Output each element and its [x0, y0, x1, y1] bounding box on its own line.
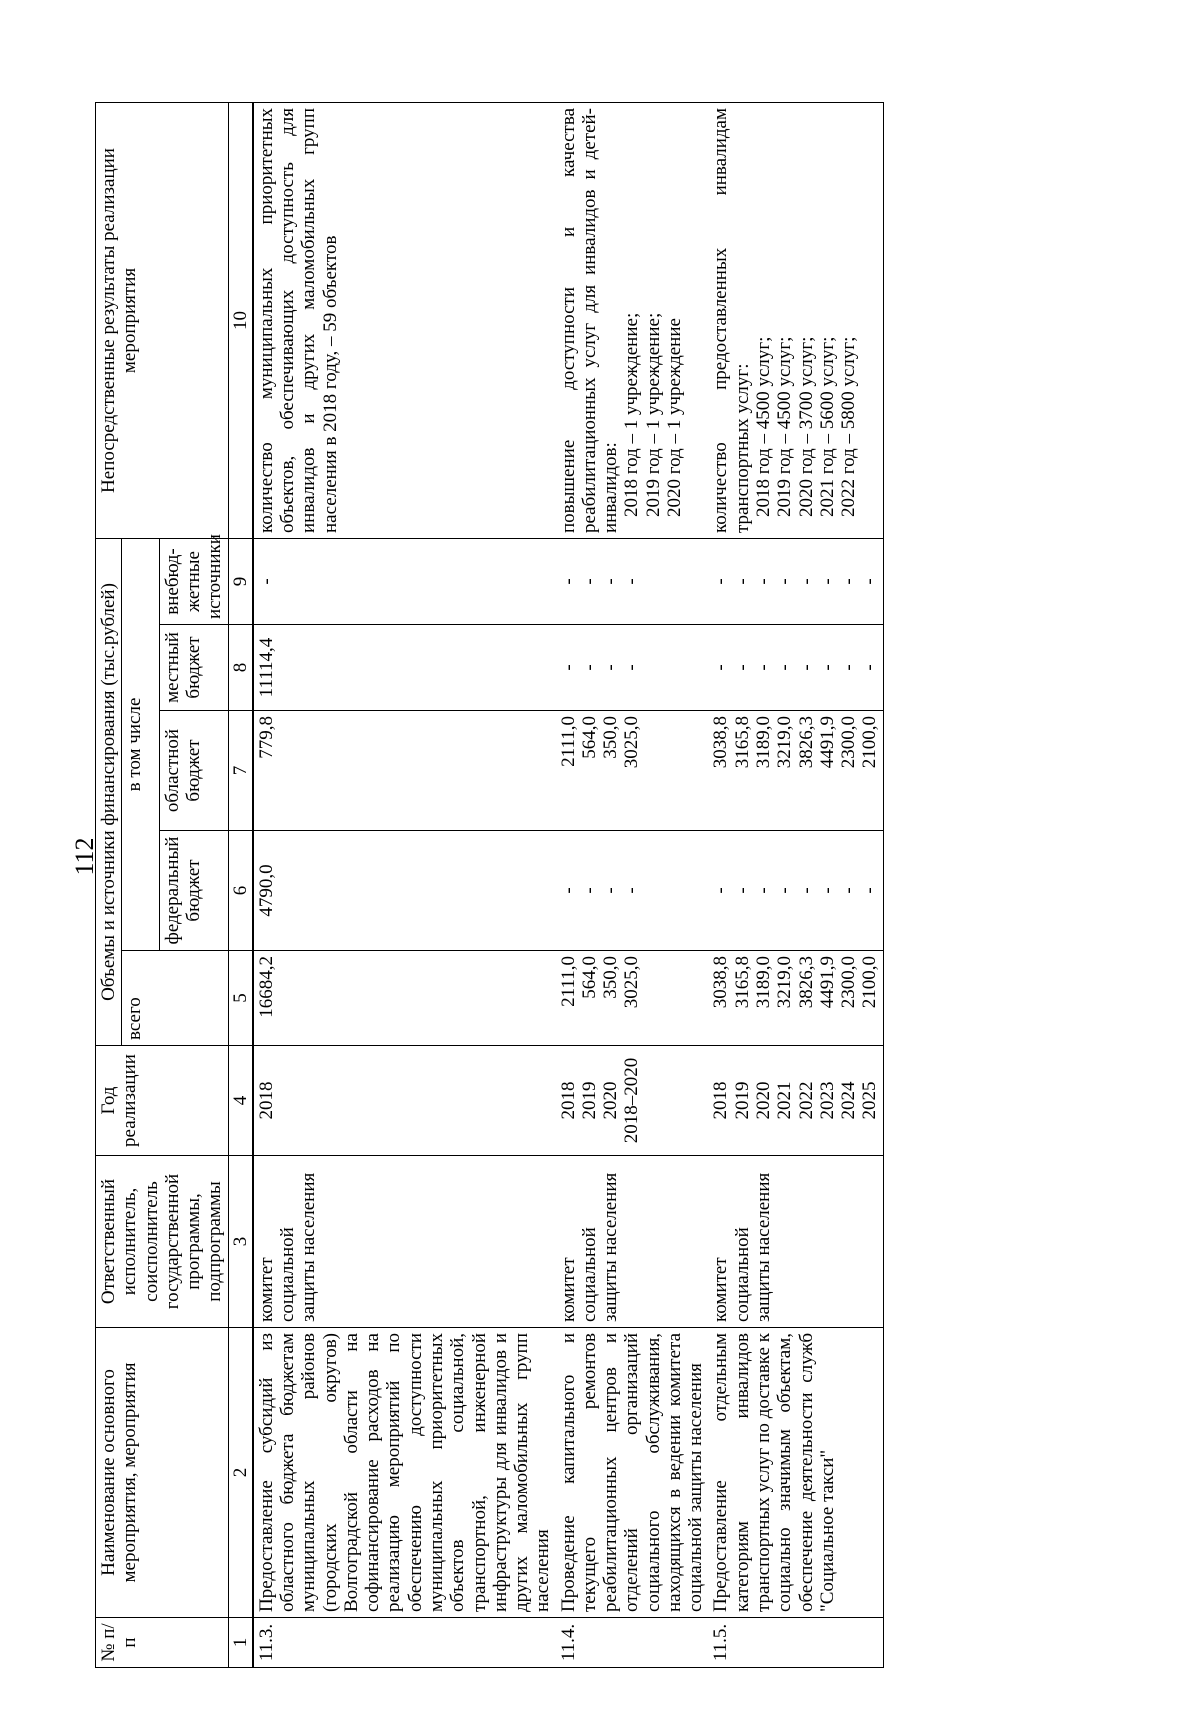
- result-text: повышение доступности и качества реабилитационных услуг для инвалидов и детей-инвалидов:: [557, 107, 622, 533]
- federal-amount-value: -: [859, 887, 881, 894]
- column-number: 9: [228, 538, 253, 624]
- extrabudget-amount-value: -: [859, 578, 881, 585]
- federal-amount-value: -: [752, 887, 774, 894]
- federal-amount-value: -: [710, 887, 732, 894]
- result-item: 2022 год – 5800 услуг;: [838, 336, 860, 517]
- local-amount: [708, 625, 883, 711]
- implementation-year-value: 2018: [557, 1081, 579, 1120]
- implementation-year-value: 2021: [774, 1081, 796, 1120]
- local-amount-value: -: [600, 664, 622, 671]
- table-row: [708, 102, 883, 1667]
- regional-amount-value: 2100,0: [859, 716, 881, 769]
- extrabudget-amount-value: -: [838, 578, 860, 585]
- direct-results: [708, 102, 883, 538]
- responsible-executor: комитет социальной защиты населения: [708, 1156, 883, 1328]
- total-amount: [556, 951, 709, 1046]
- row-number: 11.3.: [253, 1618, 556, 1668]
- federal-amount: [556, 831, 709, 951]
- header-total: всего: [122, 951, 228, 1046]
- total-amount-value: 3025,0: [621, 956, 643, 1009]
- column-number: 8: [228, 625, 253, 711]
- implementation-year-value: 2020: [600, 1081, 622, 1120]
- federal-amount-value: 4790,0: [255, 864, 277, 917]
- local-amount-value: -: [774, 664, 796, 671]
- federal-amount-value: -: [795, 887, 817, 894]
- regional-amount-value: 779,8: [255, 716, 277, 759]
- header-including: в том числе: [122, 538, 160, 950]
- header-extrabudget: внебюд- жетные источники: [159, 538, 228, 624]
- extrabudget-amount-value: -: [578, 578, 600, 585]
- total-amount-value: 2100,0: [859, 956, 881, 1009]
- total-amount-value: 2111,0: [557, 956, 579, 1007]
- extrabudget-amount-value: -: [795, 578, 817, 585]
- header-volumes: Объемы и источники финансирования (тыс.рублей): [96, 538, 122, 1045]
- extrabudget-amount-value: -: [600, 578, 622, 585]
- header-executor: Ответственный исполнитель, соисполнитель государственной программы, подпрограммы: [96, 1156, 229, 1328]
- column-number: 5: [228, 951, 253, 1046]
- column-number: 3: [228, 1156, 253, 1328]
- direct-results: [253, 102, 556, 538]
- regional-amount: [708, 711, 883, 831]
- regional-amount: [253, 711, 556, 831]
- regional-amount-value: 3025,0: [621, 716, 643, 769]
- local-amount-value: -: [710, 664, 732, 671]
- local-amount: [556, 625, 709, 711]
- federal-amount-value: -: [600, 887, 622, 894]
- implementation-year-value: 2025: [859, 1081, 881, 1120]
- regional-amount-value: 350,0: [600, 716, 622, 759]
- regional-amount: [556, 711, 709, 831]
- result-text: количество предоставленных инвалидам транспортных услуг:: [710, 107, 753, 533]
- federal-amount-value: -: [774, 887, 796, 894]
- total-amount-value: 16684,2: [255, 956, 277, 1018]
- result-item: 2020 год – 3700 услуг;: [795, 336, 817, 517]
- local-amount-value: -: [816, 664, 838, 671]
- local-amount: [253, 625, 556, 711]
- column-number: 2: [228, 1328, 253, 1618]
- extrabudget-amount-value: -: [816, 578, 838, 585]
- extrabudget-amount-value: -: [774, 578, 796, 585]
- total-amount-value: 564,0: [578, 956, 600, 999]
- header-results: Непосредственные результаты реализации мероприятия: [96, 102, 229, 538]
- header-name: Наименование основного мероприятия, мероприятия: [96, 1328, 229, 1618]
- federal-amount-value: -: [838, 887, 860, 894]
- result-item: 2018 год – 4500 услуг;: [752, 336, 774, 517]
- total-amount-value: 3826,3: [795, 956, 817, 1009]
- implementation-year: [556, 1046, 709, 1156]
- implementation-year: [253, 1046, 556, 1156]
- implementation-year: [708, 1046, 883, 1156]
- result-text: количество муниципальных приоритетных объектов, обеспечивающих доступность для инвалидов и других маломобильных групп населения в 2018 году, – 59 объектов: [255, 107, 341, 533]
- extrabudget-amount-value: -: [255, 578, 277, 585]
- extrabudget-amount-value: -: [731, 578, 753, 585]
- regional-amount-value: 2300,0: [838, 716, 860, 769]
- implementation-year-value: 2018: [255, 1081, 277, 1120]
- header-regional: областной бюджет: [159, 711, 228, 831]
- local-amount-value: -: [621, 664, 643, 671]
- direct-results: [556, 102, 709, 538]
- regional-amount-value: 564,0: [578, 716, 600, 759]
- total-amount: [708, 951, 883, 1046]
- column-number-row: [228, 102, 253, 1667]
- implementation-year-value: 2024: [838, 1081, 860, 1120]
- implementation-year-value: 2023: [816, 1081, 838, 1120]
- extrabudget-amount: [556, 538, 709, 624]
- extrabudget-amount-value: -: [621, 578, 643, 585]
- column-number: 6: [228, 831, 253, 951]
- result-item: 2019 год – 1 учреждение;: [642, 312, 664, 517]
- federal-amount-value: -: [578, 887, 600, 894]
- extrabudget-amount-value: -: [710, 578, 732, 585]
- implementation-year-value: 2019: [731, 1081, 753, 1120]
- federal-amount: [708, 831, 883, 951]
- table-header: [96, 102, 253, 1667]
- measure-name: Предоставление отдельным категориям инвалидов транспортных услуг по доставке к социально значимым объектам, обеспечение деятельности служб "Социальное такси": [708, 1328, 883, 1618]
- local-amount-value: -: [578, 664, 600, 671]
- regional-amount-value: 3165,8: [731, 716, 753, 769]
- total-amount-value: 3219,0: [774, 956, 796, 1009]
- total-amount-value: 2300,0: [838, 956, 860, 1009]
- regional-amount-value: 3826,3: [795, 716, 817, 769]
- local-amount-value: -: [838, 664, 860, 671]
- extrabudget-amount-value: -: [752, 578, 774, 585]
- local-amount-value: -: [795, 664, 817, 671]
- total-amount-value: 3189,0: [752, 956, 774, 1009]
- header-federal: федеральный бюджет: [159, 831, 228, 951]
- implementation-year-value: 2020: [752, 1081, 774, 1120]
- column-number: 10: [228, 102, 253, 538]
- total-amount-value: 3165,8: [731, 956, 753, 1009]
- regional-amount-value: 3038,8: [710, 716, 732, 769]
- local-amount-value: -: [731, 664, 753, 671]
- header-year: Год реализации: [96, 1046, 229, 1156]
- column-number: 7: [228, 711, 253, 831]
- federal-amount: [253, 831, 556, 951]
- implementation-year-value: 2018–2020: [621, 1057, 643, 1144]
- row-number: 11.5.: [708, 1618, 883, 1668]
- regional-amount-value: 2111,0: [557, 716, 579, 767]
- table-body: [253, 102, 883, 1667]
- column-number: 1: [228, 1618, 253, 1668]
- result-item: 2020 год – 1 учреждение: [663, 318, 685, 517]
- regional-amount-value: 3189,0: [752, 716, 774, 769]
- federal-amount-value: -: [816, 887, 838, 894]
- financing-table: [95, 102, 884, 1668]
- total-amount-value: 4491,9: [816, 956, 838, 1009]
- local-amount-value: -: [557, 664, 579, 671]
- extrabudget-amount: [253, 538, 556, 624]
- header-local: местный бюджет: [159, 625, 228, 711]
- federal-amount-value: -: [557, 887, 579, 894]
- measure-name: Предоставление субсидий из областного бюджета бюджетам муниципальных районов (городских округов) Волгоградской области на софинансирование расходов на реализацию мероприятий по обеспечению доступности муниципальных приоритетных объектов социальной, транспортной, инженерной инфраструктуры для инвалидов и других маломобильных групп населения: [253, 1328, 556, 1618]
- total-amount-value: 3038,8: [710, 956, 732, 1009]
- implementation-year-value: 2018: [710, 1081, 732, 1120]
- result-item: 2019 год – 4500 услуг;: [774, 336, 796, 517]
- extrabudget-amount: [708, 538, 883, 624]
- table-row: [556, 102, 709, 1667]
- row-number: 11.4.: [556, 1618, 709, 1668]
- column-number: 4: [228, 1046, 253, 1156]
- measure-name: Проведение капитального и текущего ремонтов реабилитационных центров и отделений организаций социального обслуживания, находящихся в ведении комитета социальной защиты населения: [556, 1328, 709, 1618]
- implementation-year-value: 2022: [795, 1081, 817, 1120]
- responsible-executor: комитет социальной защиты населения: [253, 1156, 556, 1328]
- result-item: 2021 год – 5600 услуг;: [816, 336, 838, 517]
- result-item: 2018 год – 1 учреждение;: [621, 312, 643, 517]
- extrabudget-amount-value: -: [557, 578, 579, 585]
- local-amount-value: -: [859, 664, 881, 671]
- local-amount-value: -: [752, 664, 774, 671]
- total-amount: [253, 951, 556, 1046]
- regional-amount-value: 4491,9: [816, 716, 838, 769]
- table-row: [253, 102, 556, 1667]
- implementation-year-value: 2019: [578, 1081, 600, 1120]
- federal-amount-value: -: [621, 887, 643, 894]
- local-amount-value: 11114,4: [255, 637, 277, 698]
- total-amount-value: 350,0: [600, 956, 622, 999]
- header-num: № п/п: [96, 1618, 229, 1668]
- regional-amount-value: 3219,0: [774, 716, 796, 769]
- federal-amount-value: -: [731, 887, 753, 894]
- responsible-executor: комитет социальной защиты населения: [556, 1156, 709, 1328]
- page-number: 112: [70, 837, 99, 876]
